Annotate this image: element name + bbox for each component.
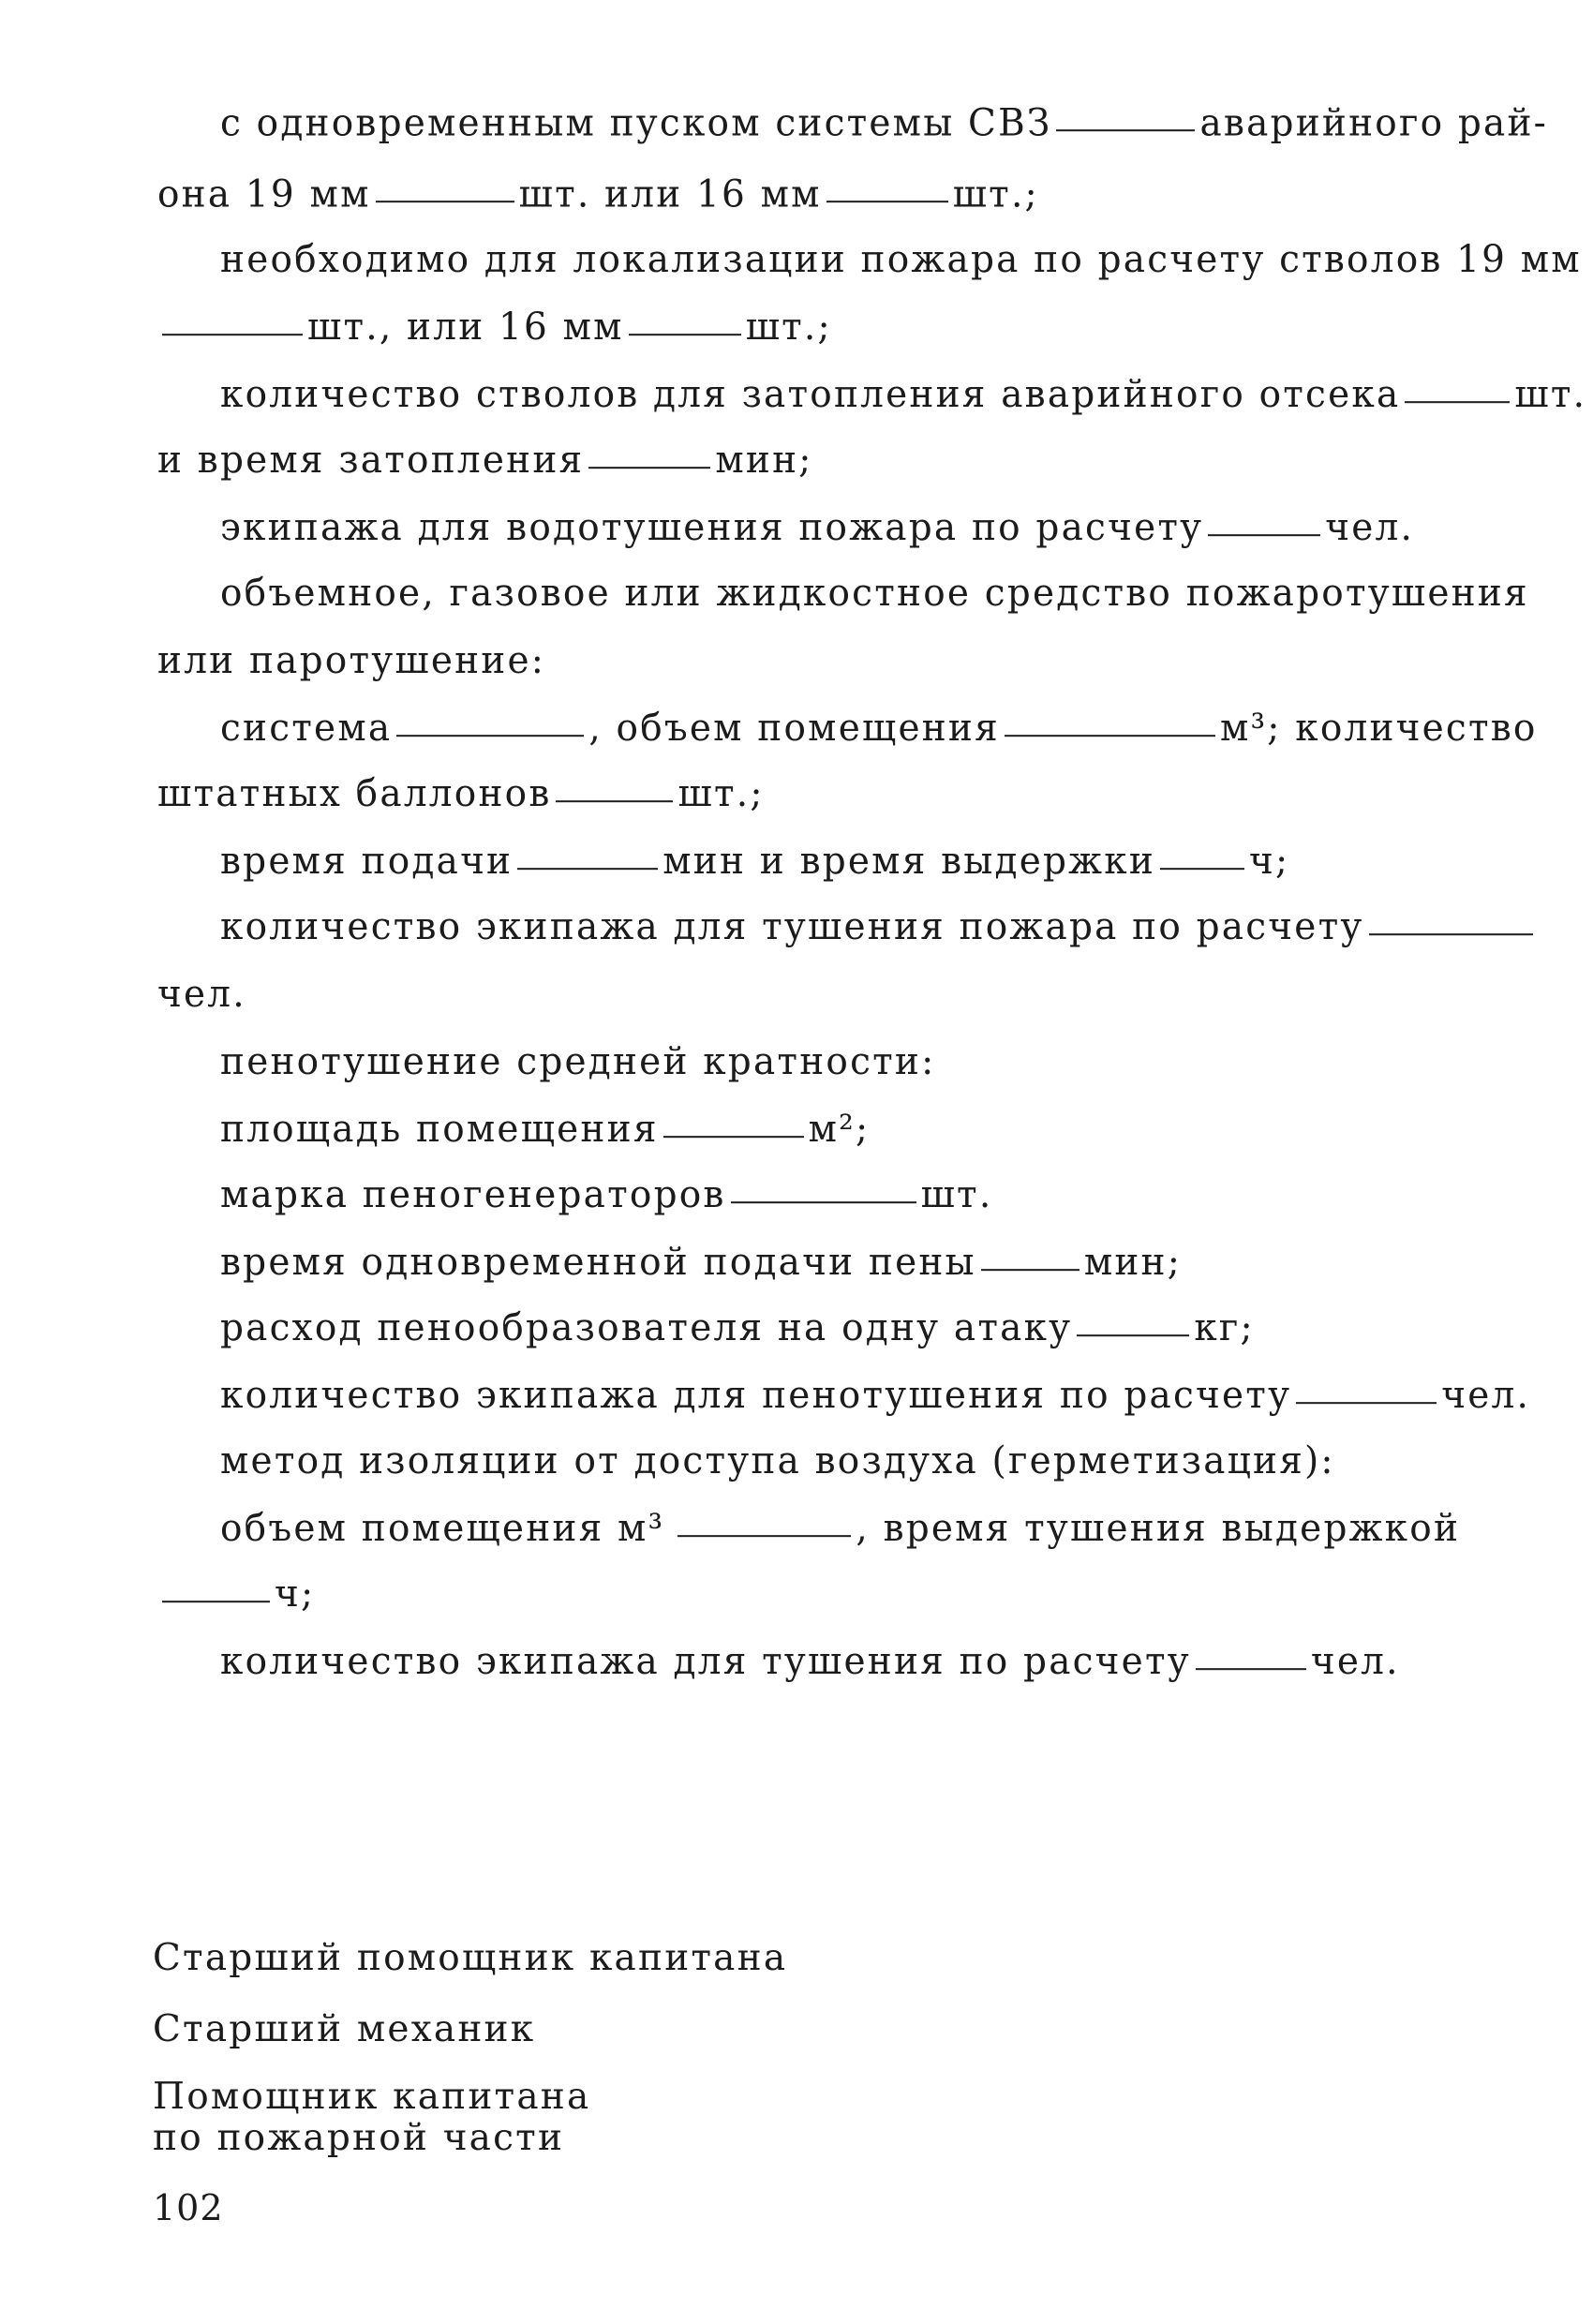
- fill-blank[interactable]: [1405, 399, 1510, 403]
- text-fragment: м²;: [808, 1108, 871, 1152]
- fill-blank[interactable]: [1005, 733, 1215, 737]
- text-fragment: шт. или 16 мм: [518, 172, 822, 216]
- text-fragment: количество экипажа для тушения по расчету: [220, 1640, 1191, 1684]
- signature-fire-officer-line1: Помощник капитана: [153, 2076, 591, 2118]
- text-fragment: система: [220, 707, 393, 751]
- text-line: [220, 1374, 1531, 1418]
- text-fragment: , объем помещения: [588, 707, 1000, 751]
- fill-blank[interactable]: [731, 1199, 916, 1203]
- text-line: [157, 1572, 316, 1616]
- text-fragment: ч;: [275, 1572, 316, 1616]
- text-fragment: аварийного рай-: [1199, 101, 1549, 145]
- text-fragment: метод изоляции от доступа воздуха (герметизация):: [220, 1439, 1335, 1483]
- fill-blank[interactable]: [396, 733, 584, 737]
- text-fragment: мин;: [1083, 1241, 1183, 1285]
- fill-blank[interactable]: [629, 332, 741, 335]
- text-fragment: , время тушения выдержкой: [856, 1507, 1461, 1551]
- text-fragment: чел.: [1325, 506, 1415, 550]
- text-line: [157, 305, 832, 350]
- fill-blank[interactable]: [556, 798, 673, 802]
- text-line: [220, 1040, 936, 1084]
- text-line: [220, 238, 1582, 282]
- text-fragment: с одновременным пуском системы СВЗ: [220, 101, 1052, 145]
- text-line: [220, 1640, 1400, 1684]
- fill-blank[interactable]: [1208, 532, 1320, 536]
- text-line: [220, 1241, 1183, 1285]
- text-line: [220, 1306, 1255, 1350]
- text-fragment: мин;: [715, 439, 813, 483]
- fill-blank[interactable]: [1160, 866, 1244, 870]
- text-fragment: кг;: [1194, 1306, 1255, 1350]
- fill-blank[interactable]: [1196, 1666, 1306, 1670]
- text-line: [220, 1108, 871, 1152]
- signature-senior-mate: Старший помощник капитана: [153, 1937, 788, 1979]
- text-fragment: необходимо для локализации пожара по расчету стволов 19 мм: [220, 238, 1582, 282]
- text-fragment: или паротушение:: [157, 639, 546, 683]
- text-fragment: ч;: [1249, 840, 1290, 884]
- text-fragment: объемное, газовое или жидкостное средство пожаротушения: [220, 572, 1529, 616]
- fill-blank[interactable]: [677, 1533, 851, 1537]
- text-fragment: количество экипажа для пенотушения по расчету: [220, 1374, 1292, 1418]
- text-fragment: площадь помещения: [220, 1108, 659, 1152]
- text-fragment: расход пенообразователя на одну атаку: [220, 1306, 1073, 1350]
- fill-blank[interactable]: [588, 465, 710, 469]
- text-fragment: мин и время выдержки: [663, 840, 1156, 884]
- fill-blank[interactable]: [376, 199, 514, 202]
- text-fragment: пенотушение средней кратности:: [220, 1040, 936, 1084]
- text-line: [220, 840, 1290, 884]
- text-fragment: она 19 мм: [157, 172, 371, 216]
- text-line: [157, 172, 1039, 216]
- text-fragment: время одновременной подачи пены: [220, 1241, 976, 1285]
- text-line: [220, 905, 1538, 949]
- text-fragment: шт.;: [745, 305, 832, 350]
- text-line: [220, 1507, 1461, 1551]
- text-fragment: количество стволов для затопления аварийного отсека: [220, 373, 1401, 417]
- text-line: [157, 772, 765, 816]
- text-line: [157, 639, 546, 683]
- text-line: [220, 707, 1538, 751]
- fill-blank[interactable]: [162, 1599, 270, 1602]
- fill-blank[interactable]: [1077, 1333, 1189, 1336]
- text-fragment: шт.;: [677, 772, 765, 816]
- text-line: [220, 572, 1529, 616]
- text-fragment: шт.: [1514, 373, 1587, 417]
- text-fragment: шт.;: [952, 172, 1039, 216]
- text-fragment: время подачи: [220, 840, 514, 884]
- text-fragment: чел.: [1441, 1374, 1531, 1418]
- fill-blank[interactable]: [1369, 931, 1533, 935]
- text-fragment: м³; количество: [1219, 707, 1538, 751]
- fill-blank[interactable]: [1296, 1400, 1437, 1404]
- fill-blank[interactable]: [1056, 127, 1195, 131]
- fill-blank[interactable]: [826, 199, 948, 202]
- text-line: [220, 101, 1549, 145]
- fill-blank[interactable]: [981, 1267, 1079, 1271]
- text-fragment: шт., или 16 мм: [307, 305, 624, 350]
- text-line: [157, 439, 813, 483]
- text-fragment: и время затопления: [157, 439, 585, 483]
- text-fragment: чел.: [157, 973, 246, 1017]
- text-fragment: чел.: [1310, 1640, 1400, 1684]
- text-line: [220, 506, 1415, 550]
- text-fragment: количество экипажа для тушения пожара по расчету: [220, 905, 1364, 949]
- text-fragment: марка пеногенераторов: [220, 1173, 726, 1217]
- text-fragment: штатных баллонов: [157, 772, 552, 816]
- text-fragment: шт.: [920, 1173, 993, 1217]
- fill-blank[interactable]: [162, 332, 303, 335]
- text-fragment: объем помещения м³: [220, 1507, 665, 1551]
- fill-blank[interactable]: [517, 866, 658, 870]
- text-line: [220, 373, 1587, 417]
- text-line: [220, 1173, 993, 1217]
- text-line: [157, 973, 246, 1017]
- text-line: [220, 1439, 1335, 1483]
- fill-blank[interactable]: [663, 1134, 804, 1138]
- signature-chief-engineer: Старший механик: [153, 2008, 536, 2050]
- page-number: 102: [153, 2187, 224, 2228]
- signature-fire-officer-line2: по пожарной части: [153, 2117, 565, 2159]
- text-fragment: экипажа для водотушения пожара по расчету: [220, 506, 1204, 550]
